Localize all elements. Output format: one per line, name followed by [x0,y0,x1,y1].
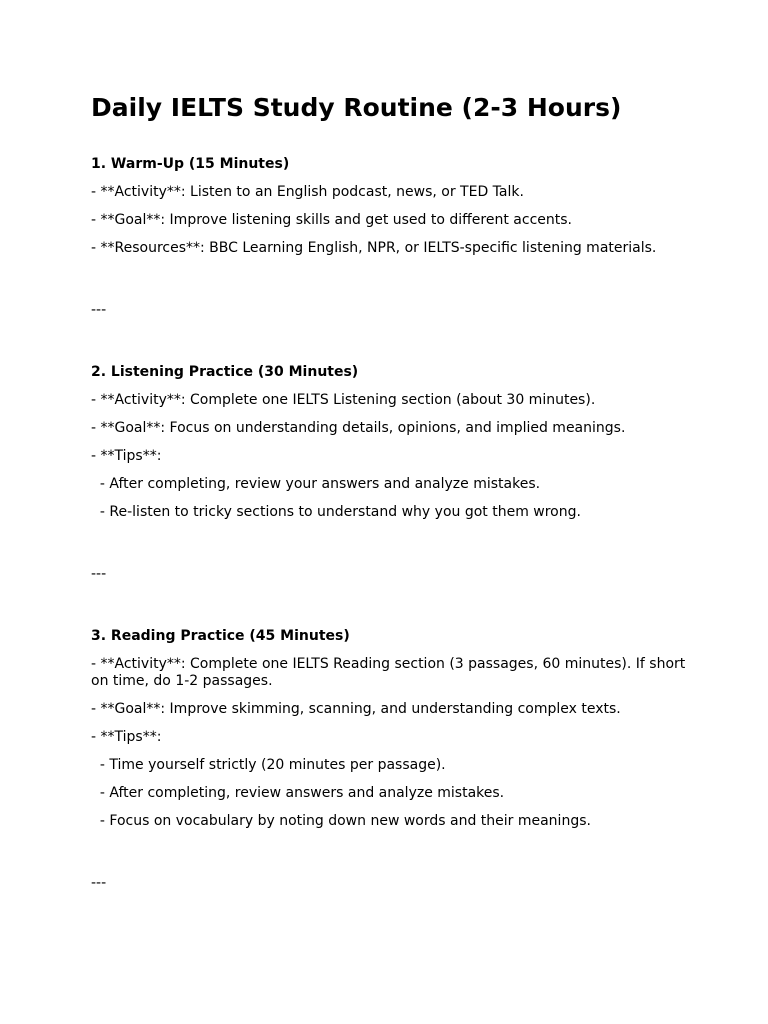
list-item: - **Goal**: Improve skimming, scanning, and understanding complex texts. [91,701,621,717]
list-subitem: - Focus on vocabulary by noting down new words and their meanings. [91,813,591,829]
list-subitem: - After completing, review your answers and analyze mistakes. [91,476,541,492]
section-heading: 2. Listening Practice (30 Minutes) [91,364,359,380]
section-heading: 3. Reading Practice (45 Minutes) [91,628,350,644]
list-item: - **Tips**: [91,729,162,745]
section-reading-practice [91,628,691,830]
section-divider: --- [91,875,107,891]
section-divider: --- [91,566,107,582]
section-divider: --- [91,302,107,318]
list-subitem: - Time yourself strictly (20 minutes per passage). [91,757,446,773]
list-item: - **Activity**: Complete one IELTS Reading section (3 passages, 60 minutes). If short on time, do 1-2 passages. [91,656,690,689]
list-item: - **Tips**: [91,448,162,464]
section-heading: 1. Warm-Up (15 Minutes) [91,156,290,172]
list-subitem: - Re-listen to tricky sections to understand why you got them wrong. [91,504,581,520]
section-warm-up [91,156,691,257]
list-item: - **Activity**: Complete one IELTS Listening section (about 30 minutes). [91,392,596,408]
list-item: - **Goal**: Improve listening skills and get used to different accents. [91,212,572,228]
document-title: Daily IELTS Study Routine (2-3 Hours) [91,93,622,122]
document-body [91,92,691,937]
list-subitem: - After completing, review answers and analyze mistakes. [91,785,505,801]
list-item: - **Goal**: Focus on understanding details, opinions, and implied meanings. [91,420,626,436]
section-listening-practice [91,364,691,521]
list-item: - **Activity**: Listen to an English podcast, news, or TED Talk. [91,184,524,200]
list-item: - **Resources**: BBC Learning English, NPR, or IELTS-specific listening materials. [91,240,657,256]
